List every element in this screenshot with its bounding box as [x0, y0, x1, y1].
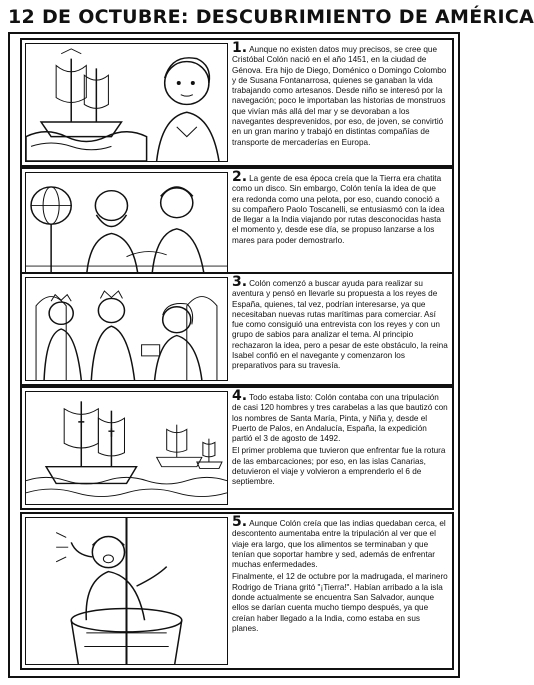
paragraph: La gente de esa época creía que la Tierra era chatita como un disco. Sin embargo, Colón tenía la idea de que era redonda como una pelota, por eso, cuando conoció a su compañero Paolo Toscanelli, se entusiasmó con la idea de llegar a la India viajando por rutas desconocidas hasta el momento y, desde ese día, se propuso lanzarse a los mares para poder demostrarlo.	[232, 174, 445, 245]
illustration-globe-and-men	[25, 172, 228, 281]
story-panel-2	[20, 167, 454, 286]
panel-text	[232, 514, 448, 665]
paragraph: Todo estaba listo: Colón contaba con una tripulación de casi 120 hombres y tres carabelas a las que bautizó con los nombres de Santa María, Pinta, y Niña y, desde el Puerto de Palos, en Andalucía, España, la expedición partió el 3 de agosto de 1492.	[232, 393, 448, 444]
illustration-ship-and-child	[25, 43, 228, 162]
paragraph: Aunque Colón creía que las indias quedaban cerca, el descontento aumentaba entre la tripulación al ver que el viaje era largo, que los alimentos se terminaban y que tenían que soportar hambre y sed, además de enfrentar muchas enfermedades.	[232, 519, 446, 570]
step-number: 3.	[232, 274, 248, 290]
story-panel-5	[20, 512, 454, 670]
paragraph: Colón comenzó a buscar ayuda para realizar su aventura y pensó en llevarle su propuesta a los reyes de España, quienes, tal vez, podrían interesarse, ya que necesitaban nuevas rutas marítimas para comerciar. Así fue como consiguió una entrevista con los reyes y con un grupo de sabios para analizar el tema. Al principio rechazaron la idea, pero a pesar de este obstáculo, la reina Isabel confió en el navegante y comenzaron los preparativos para su travesía.	[232, 279, 448, 371]
panel-text	[232, 388, 448, 505]
page-title: 12 DE OCTUBRE: DESCUBRIMIENTO DE AMÉRICA	[8, 6, 534, 28]
illustration-three-caravels	[25, 391, 228, 505]
panel-text	[232, 169, 448, 281]
step-number: 4.	[232, 388, 248, 404]
panel-text	[232, 40, 448, 162]
step-number: 2.	[232, 169, 248, 185]
illustration-royal-court	[25, 277, 228, 381]
panel-text	[232, 274, 448, 381]
paragraph: Aunque no existen datos muy precisos, se cree que Cristóbal Colón nació en el año 1451, en la ciudad de Génova. Era hijo de Diego, Doménico o Domingo Colombo y de Susana Fontanarrosa, quienes se ganaban la vida trabajando como artesanos. Desde niño se interesó por la navegación; poco le importaban las historias de monstruos que vivían más allá del mar y se devoraban a los navegantes desprevenidos, por eso, de joven, se convirtió en un gran marino y trabajó en distintas compañías de transporte de mercaderías en Europa.	[232, 45, 447, 147]
step-number: 5.	[232, 514, 248, 530]
story-panel-4	[20, 386, 454, 510]
illustration-lookout-shouting	[25, 517, 228, 665]
paragraph: Finalmente, el 12 de octubre por la madrugada, el marinero Rodrigo de Triana gritó "¡Tierra!". Habían arribado a la isla donde actualmente se encuentra San Salvador, aunque ellos se darían cuenta mucho tiempo después, ya que creían haber llegado a la India, como estaba en sus planes.	[232, 572, 448, 633]
step-number: 1.	[232, 40, 248, 56]
story-panel-1	[20, 38, 454, 167]
story-panel-3	[20, 272, 454, 386]
paragraph: El primer problema que tuvieron que enfrentar fue la rotura de las embarcaciones; por eso, en las islas Canarias, detuvieron el viaje y volvieron a emprenderlo el 6 de septiembre.	[232, 446, 446, 487]
